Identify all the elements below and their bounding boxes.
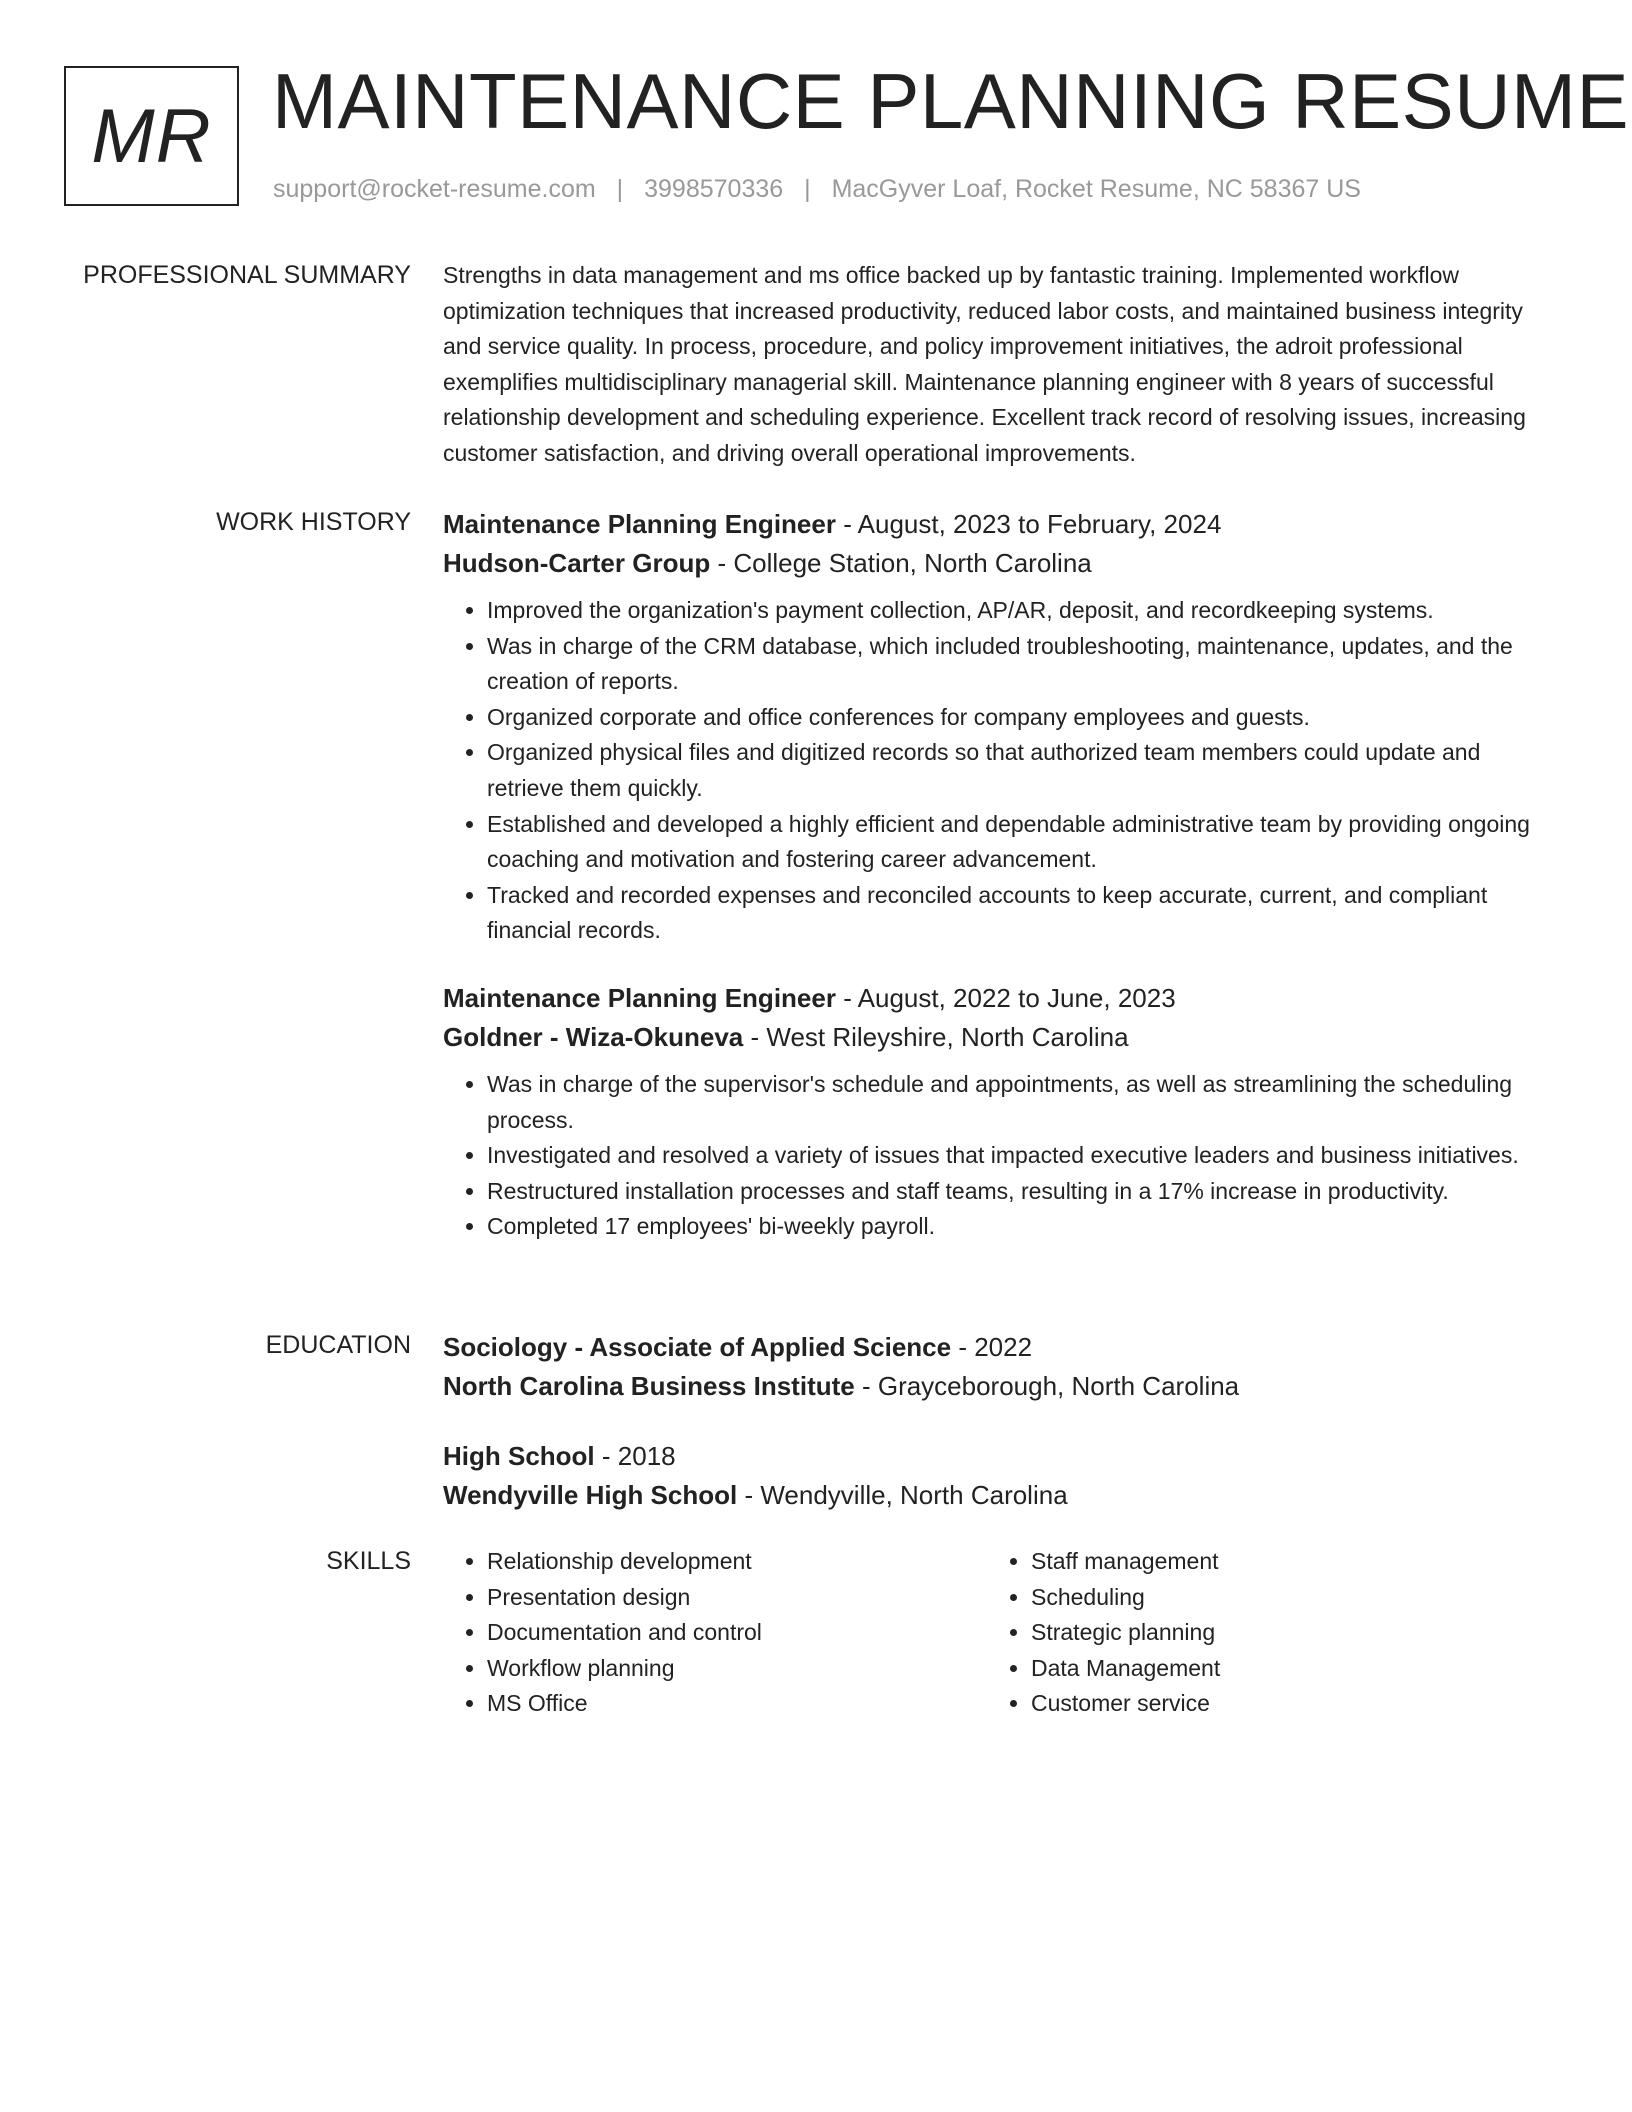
skill-item: • Documentation and control [487,1615,987,1651]
job-title: Maintenance Planning Engineer [443,982,836,1013]
education-heading: EDUCATION [265,1331,411,1359]
resume-title: MAINTENANCE PLANNING RESUME [272,57,1630,145]
job-title-line [443,979,1555,1018]
work-history-body [443,505,1555,1275]
job-company-line [443,544,1555,583]
job-bullet: • Tracked and recorded expenses and reconciled accounts to keep accurate, current, and compliant financial records. [487,878,1555,949]
job-bullet: • Investigated and resolved a variety of issues that impacted executive leaders and business initiatives. [487,1138,1555,1174]
education-location: - Wendyville, North Carolina [737,1480,1068,1510]
education-degree-line [443,1437,1555,1476]
skills-heading: SKILLS [326,1547,411,1575]
job-title-line [443,505,1555,544]
education-degree-line [443,1328,1555,1367]
job-location: - West Rileyshire, North Carolina [743,1021,1129,1052]
job-bullet: • Improved the organization's payment collection, AP/AR, deposit, and recordkeeping systems. [487,593,1555,629]
job-bullet: • Was in charge of the supervisor's schedule and appointments, as well as streamlining the scheduling process. [487,1067,1555,1138]
monogram-initials: MR [91,93,212,179]
job-entry [443,505,1555,949]
job-dates: - August, 2022 to June, 2023 [835,982,1176,1013]
skills-list-right [987,1544,1531,1722]
job-bullet: • Organized physical files and digitized records so that authorized team members could update and retrieve them quickly. [487,735,1555,806]
skill-item: • Staff management [1031,1544,1531,1580]
education-location: - Grayceborough, North Carolina [854,1371,1240,1401]
skills-columns [443,1544,1555,1722]
contact-phone: 3998570336 [644,175,784,203]
skill-item: • Relationship development [487,1544,987,1580]
job-bullet: • Established and developed a highly efficient and dependable administrative team by providing ongoing coaching and motivation and fostering career advancement. [487,807,1555,878]
education-school: North Carolina Business Institute [443,1371,855,1401]
contact-separator: | [616,175,624,203]
monogram-box [64,66,239,206]
skill-item: • MS Office [487,1686,987,1722]
job-bullet: • Restructured installation processes and staff teams, resulting in a 17% increase in productivity. [487,1174,1555,1210]
skill-item: • Presentation design [487,1580,987,1616]
education-school-line [443,1476,1555,1515]
skills-body [443,1544,1555,1722]
education-entry [443,1328,1555,1406]
education-degree: Sociology - Associate of Applied Science [443,1332,952,1362]
summary-heading: PROFESSIONAL SUMMARY [83,261,411,289]
summary-body [443,258,1555,472]
skill-item: • Customer service [1031,1686,1531,1722]
skill-item: • Workflow planning [487,1651,987,1687]
education-year: - 2022 [951,1332,1033,1362]
job-bullet: • Was in charge of the CRM database, which included troubleshooting, maintenance, updates, and the creation of reports. [487,629,1555,700]
skill-item: • Strategic planning [1031,1615,1531,1651]
skills-list-left [443,1544,987,1722]
job-company-line [443,1018,1555,1057]
contact-separator: | [804,175,811,203]
education-school-line [443,1367,1555,1406]
job-bullet-list [443,1067,1555,1245]
job-company: Goldner - Wiza-Okuneva [443,1021,744,1052]
skill-item: • Scheduling [1031,1580,1531,1616]
contact-address: MacGyver Loaf, Rocket Resume, NC 58367 US [831,175,1361,203]
work-history-heading: WORK HISTORY [216,508,411,536]
job-bullet: • Organized corporate and office conferences for company employees and guests. [487,700,1555,736]
education-degree: High School [443,1441,595,1471]
job-entry [443,979,1555,1245]
job-company: Hudson-Carter Group [443,548,711,578]
contact-line [273,174,1361,204]
skill-item: • Data Management [1031,1651,1531,1687]
education-body [443,1328,1555,1546]
job-bullet: • Completed 17 employees' bi-weekly payroll. [487,1209,1555,1245]
job-bullet-list [443,593,1555,949]
education-year: - 2018 [594,1441,676,1471]
job-dates: - August, 2023 to February, 2024 [835,509,1222,539]
job-title: Maintenance Planning Engineer [443,509,836,539]
job-location: - College Station, North Carolina [710,548,1092,578]
education-entry [443,1437,1555,1515]
summary-text: Strengths in data management and ms office backed up by fantastic training. Implemented workflow optimization techniques that increased productivity, reduced labor costs, and maintained business integrity and service quality. In process, procedure, and policy improvement initiatives, the adroit professional exemplifies multidisciplinary managerial skill. Maintenance planning engineer with 8 years of successful relationship development and scheduling experience. Excellent track record of resolving issues, increasing customer satisfaction, and driving overall operational improvements. [443,262,1526,466]
contact-email: support@rocket-resume.com [273,175,596,203]
education-school: Wendyville High School [443,1480,738,1510]
